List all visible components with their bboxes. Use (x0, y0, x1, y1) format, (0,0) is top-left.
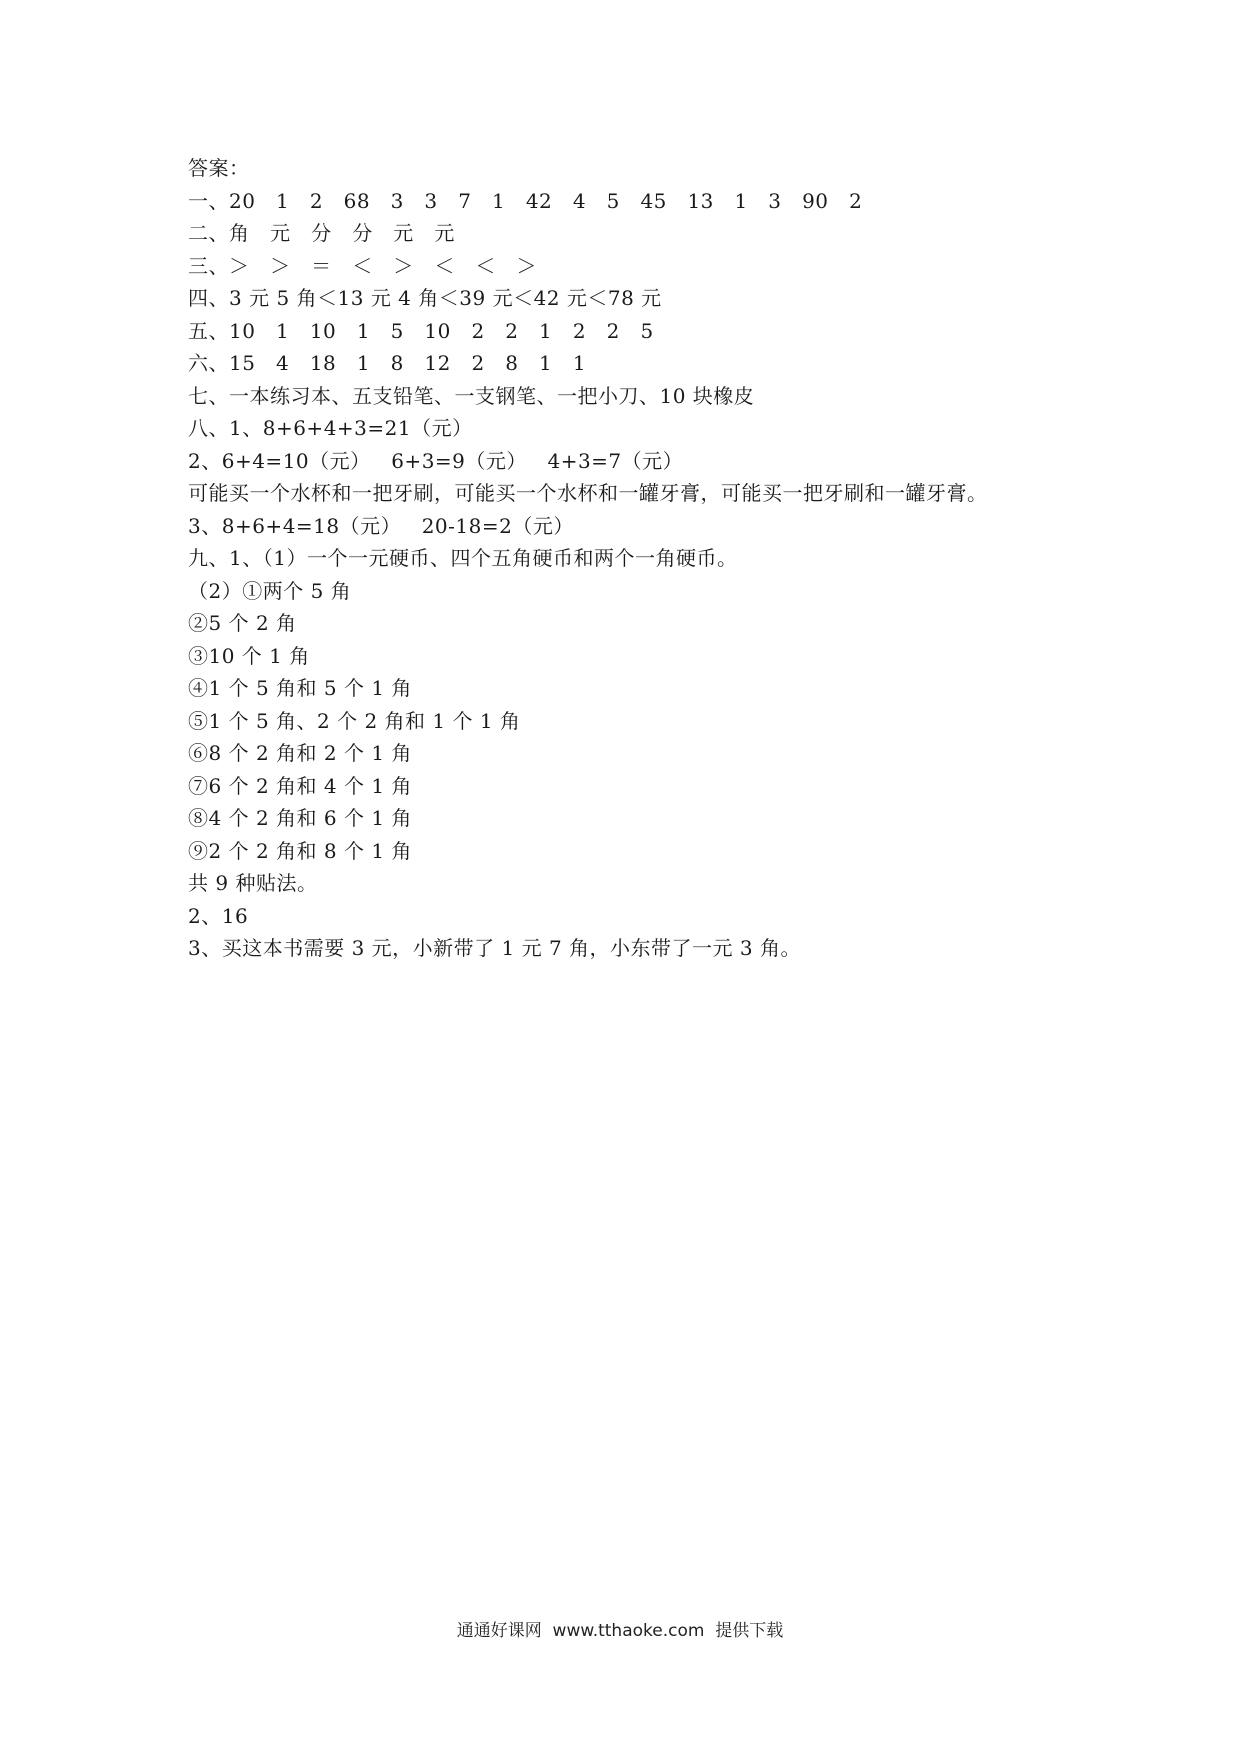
page-footer: 通通好课网 www.tthaoke.com 提供下载 (456, 1621, 784, 1641)
answer-line: 三、＞ ＞ ＝ ＜ ＞ ＜ ＜ ＞ (188, 253, 538, 278)
answer-line: 2、6+4=10（元） 6+3=9（元） 4+3=7（元） (188, 448, 684, 473)
answer-line: ⑧4 个 2 角和 6 个 1 角 (188, 806, 412, 830)
answer-line: 六、15 4 18 1 8 12 2 8 1 1 (188, 351, 587, 375)
answer-line: ②5 个 2 角 (188, 611, 297, 635)
answer-line: （2）①两个 5 角 (188, 578, 352, 603)
answer-section (188, 152, 1088, 965)
answer-line: 可能买一个水杯和一把牙刷，可能买一个水杯和一罐牙膏，可能买一把牙刷和一罐牙膏。 (188, 481, 988, 505)
answer-heading: 答案： (188, 156, 250, 180)
answer-line: 2、16 (188, 903, 249, 928)
answer-line: 3、买这本书需要 3 元，小新带了 1 元 7 角，小东带了一元 3 角。 (188, 936, 801, 960)
answer-line: ④1 个 5 角和 5 个 1 角 (188, 676, 412, 700)
answer-line: ⑥8 个 2 角和 2 个 1 角 (188, 741, 412, 765)
answer-line: 五、10 1 10 1 5 10 2 2 1 2 2 5 (188, 318, 654, 343)
answer-line: ⑦6 个 2 角和 4 个 1 角 (188, 773, 412, 798)
answer-line: 共 9 种贴法。 (188, 871, 318, 895)
answer-line: 3、8+6+4=18（元） 20-18=2（元） (188, 513, 574, 538)
answer-line: ⑨2 个 2 角和 8 个 1 角 (188, 838, 412, 863)
answer-line: 八、1、8+6+4+3=21（元） (188, 416, 473, 440)
answer-line: 九、1、（1）一个一元硬币、四个五角硬币和两个一角硬币。 (188, 546, 738, 570)
answer-line: ③10 个 1 角 (188, 643, 310, 668)
answer-line: 七、一本练习本、五支铅笔、一支钢笔、一把小刀、10 块橡皮 (188, 383, 755, 408)
answer-line: ⑤1 个 5 角、2 个 2 角和 1 个 1 角 (188, 708, 521, 733)
answer-line: 二、角 元 分 分 元 元 (188, 221, 455, 245)
answer-line: 一、20 1 2 68 3 3 7 1 42 4 5 45 13 1 3 90 2 (188, 188, 863, 213)
answer-line: 四、3 元 5 角＜13 元 4 角＜39 元＜42 元＜78 元 (188, 286, 662, 310)
